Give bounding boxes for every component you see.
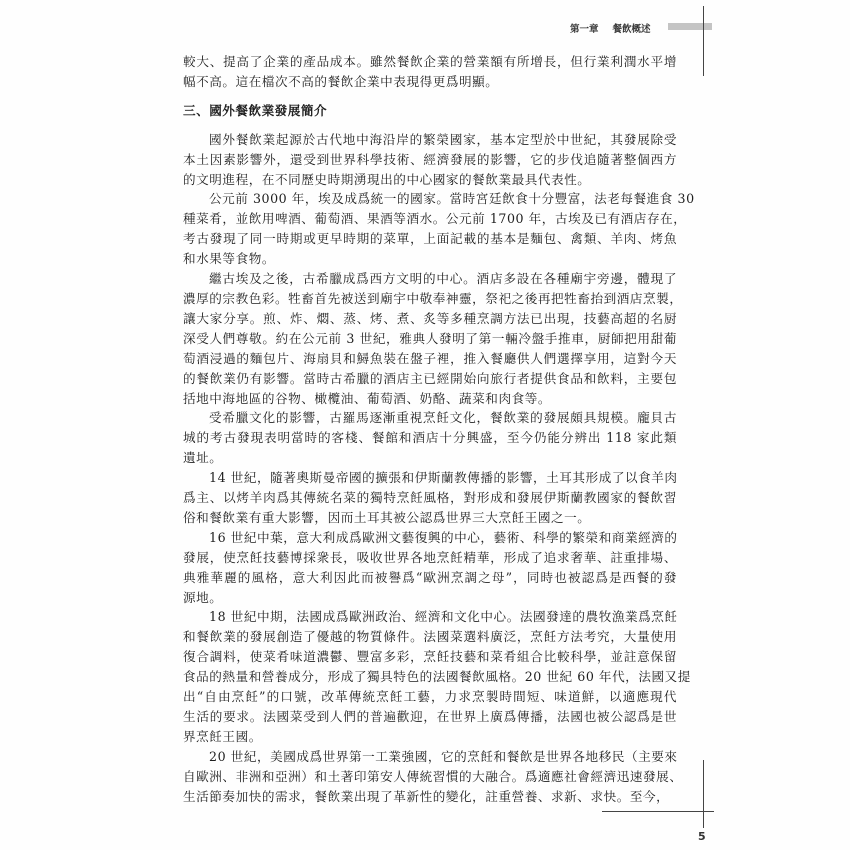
text-line: 生活的要求。法國菜受到人們的普遍歡迎，在世界上廣爲傳播，法國也被公認爲是世 xyxy=(183,709,677,724)
text-line: 20 世紀，美國成爲世界第一工業強國，它的烹飪和餐飲是世界各地移民（主要來 xyxy=(209,748,678,764)
text-line: 深受人們尊敬。約在公元前 3 世紀，雅典人發明了第一輛冷盤手推車，厨師把用甜葡 xyxy=(183,330,677,346)
text-line: 出“自由烹飪”的口號，改革傳統烹飪工藝，力求烹製時間短、味道鮮，以適應現代 xyxy=(183,689,677,705)
text-line: 萄酒浸過的麵包片、海扇貝和鱘魚裝在盤子裡，推入餐廳供人們選擇享用，這對今天 xyxy=(183,350,677,366)
text-line: 種菜肴，並飲用啤酒、葡萄酒、果酒等酒水。公元前 1700 年，古埃及已有酒店存在， xyxy=(183,211,687,227)
text-line: 城的考古發現表明當時的客棧、餐館和酒店十分興盛，至今仍能分辨出 118 家此類 xyxy=(183,430,677,446)
text-line: 本土因素影響外，還受到世界科學技術、經濟發展的影響，它的步伐追隨著整個西方 xyxy=(183,151,677,167)
body-text xyxy=(183,52,695,807)
paragraph xyxy=(183,468,677,528)
text-line: 受希臘文化的影響，古羅馬逐漸重視烹飪文化，餐飲業的發展頗具規模。龐貝古 xyxy=(209,410,677,426)
text-line: 較大、提高了企業的產品成本。雖然餐飲企業的營業額有所增長，但行業利潤水平增 xyxy=(183,54,677,69)
text-line: 的餐飲業仍有影響。當時古希臘的酒店主已經開始向旅行者提供食品和飲料，主要包 xyxy=(183,370,677,386)
text-line: 18 世紀中期，法國成爲歐洲政治、經濟和文化中心。法國發達的農牧漁業爲烹飪 xyxy=(209,609,678,625)
text-line: 的文明進程，在不同歷史時期湧現出的中心國家的餐飲業最具代表性。 xyxy=(183,171,591,187)
text-line: 俗和餐飲業有重大影響，因而土耳其被公認爲世界三大烹飪王國之一。 xyxy=(183,509,591,525)
text-line: 爲主、以烤羊肉爲其傳統名菜的獨特烹飪風格，對形成和發展伊斯蘭教國家的餐飲習 xyxy=(183,490,677,506)
text-line: 括地中海地區的谷物、橄欖油、葡萄酒、奶酪、蔬菜和肉食等。 xyxy=(183,390,552,406)
text-line: 發展，使烹飪技藝博採衆長，吸收世界各地烹飪精華，形成了追求奢華、註重排場、 xyxy=(183,549,677,565)
header-bar-decoration xyxy=(668,23,712,30)
crop-mark-bottom-vertical xyxy=(703,760,704,828)
chapter-label: 第一章 xyxy=(570,24,599,35)
text-line: 和水果等食物。 xyxy=(183,251,276,267)
text-line: 繼古埃及之後，古希臘成爲西方文明的中心。酒店多設在各種廟宇旁邊，體現了 xyxy=(209,271,677,287)
running-head xyxy=(570,21,651,35)
paragraph xyxy=(183,408,677,468)
paragraph xyxy=(183,747,683,807)
text-line: 源地。 xyxy=(183,589,223,605)
paragraph xyxy=(183,130,677,190)
paragraph xyxy=(183,189,695,269)
chapter-title: 餐飲概述 xyxy=(612,24,651,35)
text-line: 食品的熱量和營養成分，形成了獨具特色的法國餐飲風格。20 世紀 60 年代，法國又提 xyxy=(183,669,691,685)
text-line: 自歐洲、非洲和亞洲）和土著印第安人傳統習慣的大融合。爲適應社會經濟迅速發展、 xyxy=(183,768,683,784)
text-line: 復合調料，使菜肴味道濃鬱、豐富多彩，烹飪技藝和菜肴組合比較科學，並註意保留 xyxy=(183,649,677,665)
paragraph xyxy=(183,269,683,408)
text-line: 16 世紀中葉，意大利成爲歐洲文藝復興的中心，藝術、科學的繁榮和商業經濟的 xyxy=(209,529,678,545)
text-line: 國外餐飲業起源於古代地中海沿岸的繁榮國家，基本定型於中世紀，其發展除受 xyxy=(209,131,677,147)
text-line: 濃厚的宗教色彩。牲畜首先被送到廟宇中敬奉神靈，祭祀之後再把牲畜抬到酒店烹製， xyxy=(183,290,683,306)
crop-mark-bottom-horizontal xyxy=(602,811,714,812)
paragraph xyxy=(183,528,677,608)
paragraph xyxy=(183,52,677,92)
text-line: 公元前 3000 年，埃及成爲統一的國家。當時宮廷飲食十分豐富，法老每餐進食 30 xyxy=(209,191,695,207)
text-line: 考古發現了同一時期或更早時期的菜單，上面記載的基本是麵包、禽類、羊肉、烤魚 xyxy=(183,231,677,247)
text-line: 14 世紀，隨著奧斯曼帝國的擴張和伊斯蘭教傳播的影響，土耳其形成了以食羊肉 xyxy=(209,470,678,486)
crop-mark-top xyxy=(703,6,704,76)
section-heading: 三、國外餐飲業發展簡介 xyxy=(183,102,328,118)
paragraph xyxy=(183,607,691,746)
text-line: 界烹飪王國。 xyxy=(183,728,262,744)
text-line: 讓大家分享。煎、炸、燜、蒸、烤、煮、炙等多種烹調方法已出現，技藝高超的名厨 xyxy=(183,310,677,326)
text-line: 典雅華麗的風格，意大利因此而被譽爲“歐洲烹調之母”，同時也被認爲是西餐的發 xyxy=(183,569,677,585)
text-line: 幅不高。這在檔次不高的餐飲企業中表現得更爲明顯。 xyxy=(183,73,499,89)
page-number: 5 xyxy=(698,830,706,843)
text-line: 和餐飲業的發展創造了優越的物質條件。法國菜選料廣泛，烹飪方法考究，大量使用 xyxy=(183,629,677,645)
text-line: 生活節奏加快的需求，餐飲業出現了革新性的變化，註重營養、求新、求快。至今， xyxy=(183,788,670,804)
text-line: 遺址。 xyxy=(183,450,223,466)
